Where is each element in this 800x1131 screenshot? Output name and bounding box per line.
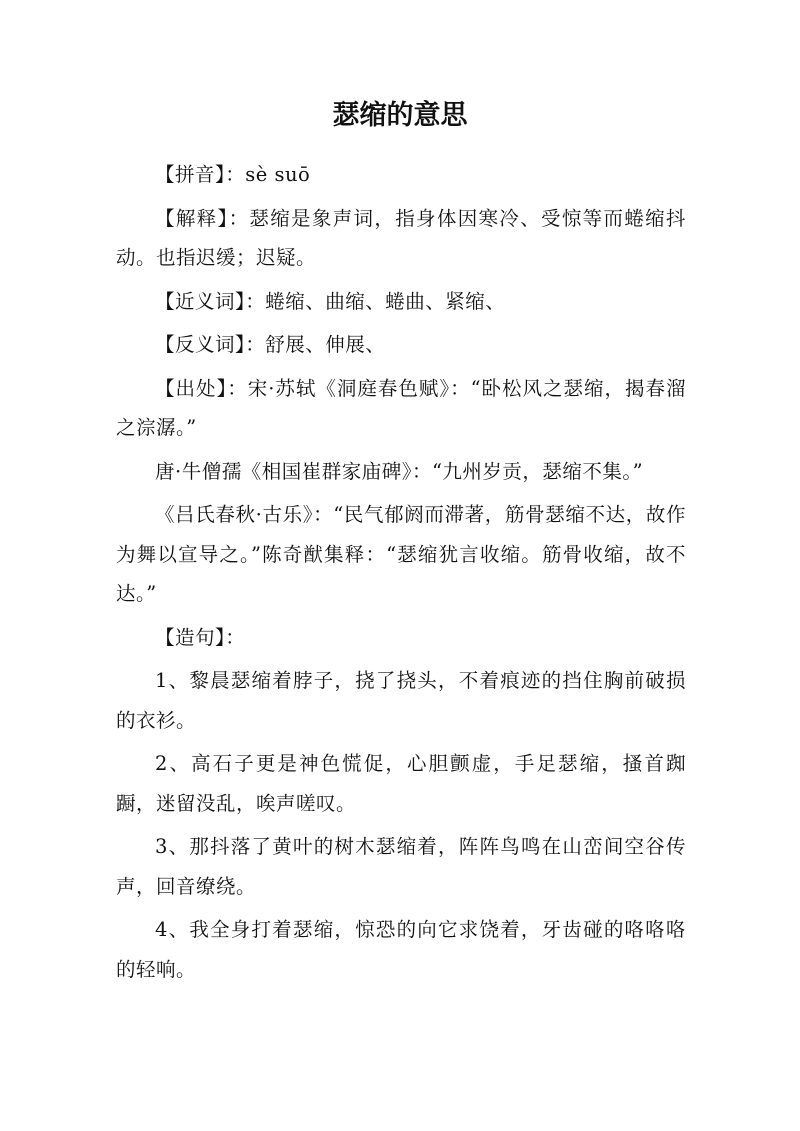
- synonyms-paragraph: 【近义词】：蜷缩、曲缩、蜷曲、紧缩、: [155, 289, 506, 313]
- source-quote-tang: 唐·牛僧孺《相国崔群家庙碑》：“九州岁贡，瑟缩不集。”: [155, 459, 644, 483]
- page-title: 瑟缩的意思: [332, 100, 468, 131]
- source-quote-lushi: 《吕氏春秋·古乐》：“民气郁阏而滞著，筋骨瑟缩不达，故作为舞以宣导之。”陈奇猷集释：“瑟缩犹言收缩。筋骨收缩，故不达。”: [116, 503, 686, 605]
- definition-paragraph: 【解释】：瑟缩是象声词，指身体因寒冷、受惊等而蜷缩抖动。也指迟缓；迟疑。: [116, 206, 686, 269]
- example-sentence-4: 4、我全身打着瑟缩，惊恐的向它求饶着，牙齿碰的咯咯咯的轻响。: [116, 918, 686, 981]
- example-sentences-heading: 【造句】：: [155, 625, 246, 649]
- source-paragraph: 【出处】：宋·苏轼《洞庭春色赋》：“卧松风之瑟缩，揭春溜之淙潺。”: [116, 376, 686, 439]
- example-sentence-2: 2、高石子更是神色慌促，心胆颤虚，手足瑟缩，搔首踟蹰，迷留没乱，唉声嗟叹。: [116, 752, 686, 815]
- pinyin-paragraph: 【拼音】：sè suō: [155, 163, 311, 186]
- example-sentence-3: 3、那抖落了黄叶的树木瑟缩着，阵阵鸟鸣在山峦间空谷传声，回音缭绕。: [116, 835, 686, 898]
- example-sentence-1: 1、黎晨瑟缩着脖子，挠了挠头，不着痕迹的挡住胸前破损的衣衫。: [116, 669, 686, 732]
- antonyms-paragraph: 【反义词】：舒展、伸展、: [155, 333, 386, 356]
- document-body: [116, 155, 686, 993]
